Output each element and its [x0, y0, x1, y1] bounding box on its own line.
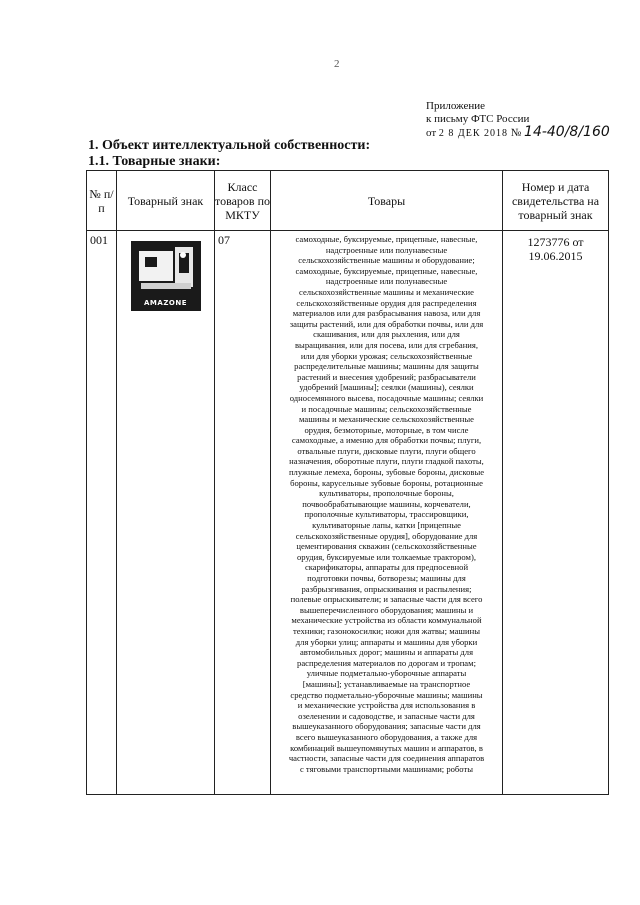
- table-row: [87, 231, 609, 795]
- appendix-line-2: к письму ФТС России: [426, 113, 530, 125]
- goods-line: техники; газонокосилки; ножи для жатвы; машины: [293, 625, 480, 636]
- goods-line: почвообрабатывающие машины, корчеватели,: [302, 498, 471, 509]
- goods-line: назначения, оборотные плуги, плуги гладкой пахоты,: [289, 456, 484, 467]
- goods-line: цементирования скважин (сельскохозяйственные: [296, 541, 477, 552]
- goods-line: [машины]; устанавливаемые на транспортное: [302, 678, 471, 689]
- registration-date: 19.06.2015: [528, 249, 583, 263]
- goods-line: прополочные культиваторы, трассировщики,: [304, 509, 469, 520]
- goods-line: плужные лемеха, бороны, зубовые бороны, дисковые: [288, 467, 485, 478]
- goods-line: распределения материалов по дорогам и тропам;: [297, 657, 476, 668]
- goods-line: комбинаций вышеупомянутых машин и аппаратов, в: [290, 742, 483, 753]
- goods-line: механические устройства из области коммунальной: [291, 615, 482, 626]
- goods-line: выращивания, или для посева, или для сгребания,: [295, 339, 478, 350]
- goods-line: сельскохозяйственные орудия для распределения: [296, 297, 477, 308]
- row-goods: [271, 231, 503, 795]
- section-subtitle: 1.1. Товарные знаки:: [88, 154, 221, 169]
- goods-line: скашивания, или для рыхления, или для: [313, 329, 460, 340]
- header-mark: Товарный знак: [117, 171, 215, 231]
- goods-line: и механические устройства для использования в: [297, 700, 476, 711]
- date-stamp: 2 8 ДЕК 2018: [438, 128, 509, 139]
- goods-line: бороны, карусельные зубовые бороны, ротационные: [290, 477, 483, 488]
- goods-line: вышеперечисленного оборудования; машины и: [299, 604, 474, 615]
- goods-line: отвальные плуги, дисковые плуги, плуги общего: [297, 445, 476, 456]
- goods-line: орудия, безмоторные, моторные, в том числе: [304, 424, 469, 435]
- goods-line: с тяговыми транспортными машинами; роботы: [299, 763, 474, 774]
- goods-line: культиваторы, прополочные бороны,: [319, 488, 454, 499]
- amazone-logo: [131, 241, 201, 311]
- goods-line: и посадочные машины; сельскохозяйственные: [301, 403, 472, 414]
- goods-line: надстроенные или полунавесные: [325, 244, 448, 255]
- goods-line: скарификаторы, аппараты для предпосевной: [304, 562, 469, 573]
- goods-line: разбрызгивания, опрыскивания и распыления;: [301, 583, 472, 594]
- section-title: 1. Объект интеллектуальной собственности:: [88, 138, 371, 153]
- goods-line: полевые опрыскиватели; и запасные части для всего: [290, 594, 483, 605]
- goods-line: надстроенные или полунавесные: [325, 276, 448, 287]
- goods-line: удобрений [машины]; сеялки (машины), сеялки: [299, 382, 474, 393]
- trademark-table: [86, 170, 609, 795]
- page-number: 2: [334, 58, 340, 70]
- goods-line: автомобильных дорог; машины и аппараты для: [299, 647, 474, 658]
- goods-line: орудия, буксируемые или толкаемые трактором),: [297, 551, 476, 562]
- goods-line: всего вышеуказанного оборудования, а также для: [295, 731, 478, 742]
- row-num: 001: [87, 231, 117, 795]
- header-class: Класс товаров по МКТУ: [215, 171, 271, 231]
- goods-line: самоходные, буксируемые, прицепные, навесные,: [295, 234, 478, 244]
- goods-line: защиты растений, или для обработки почвы, или для: [289, 318, 484, 329]
- header-reg: Номер и дата свидетельства на товарный знак: [503, 171, 609, 231]
- goods-line: сельскохозяйственные орудия], оборудование для: [295, 530, 478, 541]
- goods-line: сельскохозяйственные машины и оборудование;: [298, 255, 475, 266]
- appendix-from-label: от: [426, 127, 437, 139]
- goods-line: вышеуказанного оборудования; запасные части для: [292, 721, 481, 732]
- goods-line: частности, запасные части для соединения аппаратов: [288, 753, 485, 764]
- number-sign: №: [510, 127, 522, 139]
- goods-line: растений и внесения удобрений; разбрасыватели: [297, 371, 476, 382]
- handwritten-letter-number: 14-40/8/160: [524, 124, 610, 140]
- goods-line: или для уборки урожая; сельскохозяйственные: [300, 350, 473, 361]
- goods-line: для уборки улиц; аппараты и машины для уборки: [295, 636, 478, 647]
- goods-line: распределительные машины; машины для защиты: [294, 361, 479, 372]
- registration-number: 1273776 от: [527, 235, 584, 249]
- goods-line: подготовки почвы, ботворезы; машины для: [307, 573, 466, 583]
- goods-line: культиваторные лапы, катки [прицепные: [312, 520, 461, 531]
- goods-line: материалов или для разбрасывания навоза, или для: [292, 308, 481, 319]
- goods-line: самоходные, буксируемые, прицепные, навесные,: [295, 265, 478, 276]
- goods-line: уличные подметально-уборочные аппараты: [306, 668, 467, 679]
- amazone-logo-text: AMAZONE: [144, 299, 187, 307]
- goods-list: [274, 234, 499, 774]
- row-class: 07: [215, 231, 271, 795]
- header-goods: Товары: [271, 171, 503, 231]
- row-mark: [117, 231, 215, 795]
- goods-line: машины и механические сельскохозяйственные: [299, 414, 474, 425]
- goods-line: озеленении и садоводстве, и запасные части для: [298, 710, 475, 721]
- appendix-line-3: [426, 126, 610, 140]
- table-header-row: [87, 171, 609, 231]
- header-num: № п/п: [87, 171, 117, 231]
- appendix-block: [426, 100, 610, 140]
- goods-line: односемянного высева, посадочные машины; сеялки: [289, 392, 484, 403]
- row-registration: [503, 231, 609, 795]
- goods-line: самоходные, а именно для обработки почвы; плуги,: [291, 435, 482, 446]
- goods-line: средство подметально-уборочные машины; машины: [290, 689, 483, 700]
- goods-line: сельскохозяйственные машины и механические: [299, 286, 474, 297]
- appendix-line-1: Приложение: [426, 100, 486, 112]
